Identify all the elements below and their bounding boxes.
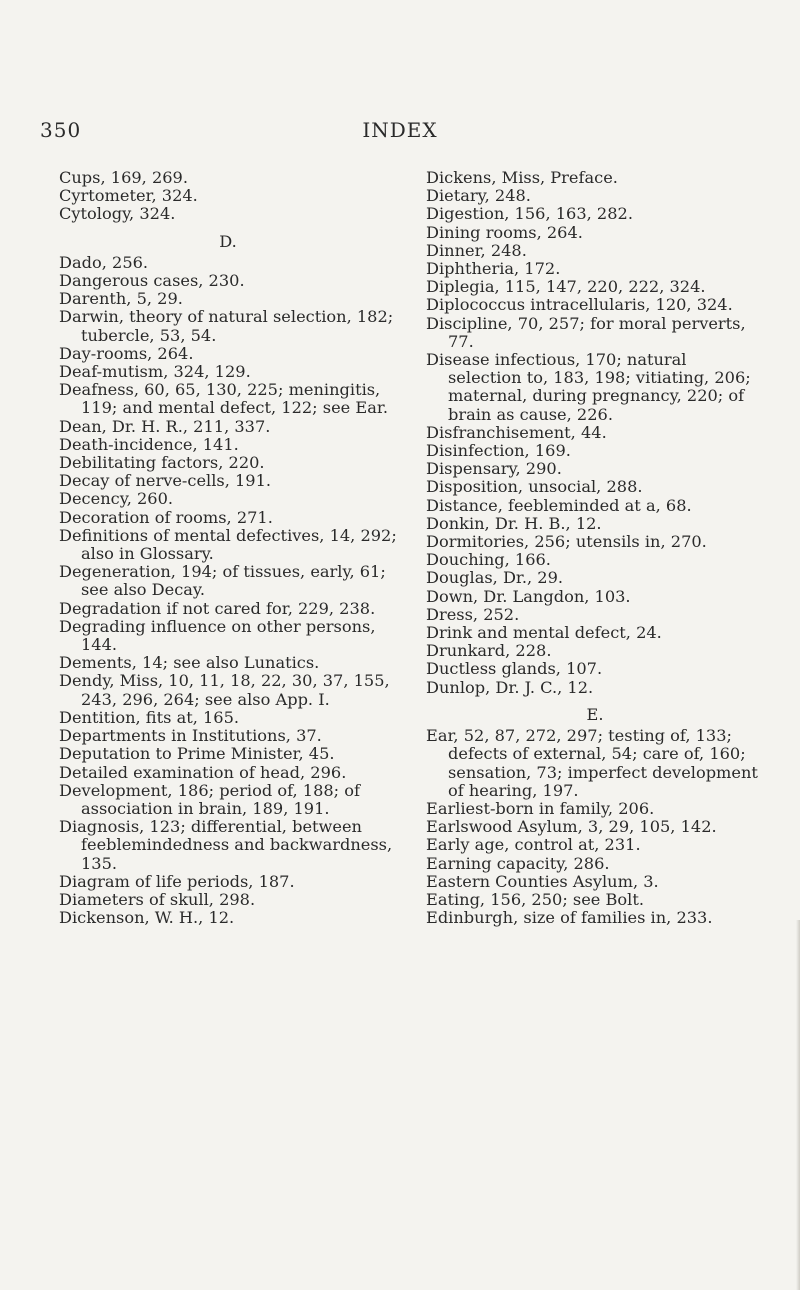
index-entry: Diplococcus intracellularis, 120, 324. — [426, 295, 733, 315]
index-entry: Dormitories, 256; utensils in, 270. — [426, 532, 707, 552]
index-entry: Earliest-born in family, 206. — [426, 798, 655, 818]
index-entry: Deafness, 60, 65, 130, 225; meningitis, 119; and mental defect, 122; see Ear. — [59, 380, 388, 418]
index-entry: Dunlop, Dr. J. C., 12. — [426, 677, 594, 697]
index-entry: Debilitating factors, 220. — [59, 453, 265, 473]
index-entry: Dinner, 248. — [426, 240, 527, 260]
index-entry: Ductless glands, 107. — [426, 659, 603, 679]
index-entry: Cytology, 324. — [59, 204, 176, 224]
index-entry: Detailed examination of head, 296. — [59, 762, 347, 782]
index-entry: Digestion, 156, 163, 282. — [426, 204, 633, 224]
index-entry: Decay of nerve-cells, 191. — [59, 471, 272, 491]
index-entry: Deputation to Prime Minister, 45. — [59, 744, 335, 764]
index-entry: Eastern Counties Asylum, 3. — [426, 871, 659, 891]
index-entry: Degradation if not cared for, 229, 238. — [59, 598, 376, 618]
index-entry: Drink and mental defect, 24. — [426, 623, 662, 643]
index-entry: Decency, 260. — [59, 489, 174, 509]
index-entry: Douching, 166. — [426, 550, 551, 570]
index-entry: Definitions of mental defectives, 14, 292; also in Glossary. — [59, 525, 397, 564]
index-entry: Departments in Institutions, 37. — [59, 726, 322, 746]
index-entry: Discipline, 70, 257; for moral perverts, 77. — [426, 313, 746, 351]
index-entry: Ear, 52, 87, 272, 297; testing of, 133; defects of external, 54; care of, 160; sensation, 73; imperfect development of hearing, 197. — [426, 726, 758, 800]
letter-heading: D. — [219, 231, 237, 251]
index-entry: Donkin, Dr. H. B., 12. — [426, 513, 602, 533]
index-entry: Drunkard, 228. — [426, 641, 552, 661]
index-entry: Diagnosis, 123; differential, between feeblemindedness and backwardness, 135. — [59, 817, 393, 873]
page-title: INDEX — [362, 118, 438, 142]
index-entry: Diphtheria, 172. — [426, 259, 561, 279]
index-entry: Distance, feebleminded at a, 68. — [426, 495, 692, 515]
index-entry: Dangerous cases, 230. — [59, 271, 245, 291]
index-entry: Diameters of skull, 298. — [59, 889, 256, 909]
index-entry: Dining rooms, 264. — [426, 222, 583, 242]
index-entry: Douglas, Dr., 29. — [426, 568, 564, 588]
index-entry: Dentition, fits at, 165. — [59, 707, 240, 727]
index-entry: Disfranchisement, 44. — [426, 422, 607, 442]
index-entry: Dress, 252. — [426, 604, 520, 624]
index-entry: Deaf-mutism, 324, 129. — [59, 362, 251, 382]
index-entry: Dispensary, 290. — [426, 459, 562, 479]
index-entry: Dado, 256. — [59, 252, 149, 272]
index-entry: Death-incidence, 141. — [59, 434, 239, 454]
index-entry: Eating, 156, 250; see Bolt. — [426, 889, 644, 909]
index-entry: Darwin, theory of natural selection, 182; tubercle, 53, 54. — [59, 307, 394, 345]
page-header — [0, 118, 800, 148]
index-entry: Cyrtometer, 324. — [59, 186, 198, 206]
index-entry: Darenth, 5, 29. — [59, 289, 183, 309]
index-entry: Dietary, 248. — [426, 186, 531, 206]
index-entry: Development, 186; period of, 188; of association in brain, 189, 191. — [59, 780, 361, 818]
index-entry: Degeneration, 194; of tissues, early, 61; see also Decay. — [59, 562, 386, 600]
index-entry: Earlswood Asylum, 3, 29, 105, 142. — [426, 817, 717, 837]
index-entry: Disease infectious, 170; natural selection to, 183, 198; vitiating, 206; maternal, during pregnancy, 220; of brain as cause, 226. — [426, 350, 751, 424]
index-entry: Dickens, Miss, Preface. — [426, 168, 618, 187]
index-entry: Early age, control at, 231. — [426, 835, 641, 855]
index-entry: Dean, Dr. H. R., 211, 337. — [59, 416, 271, 436]
index-entry: Decoration of rooms, 271. — [59, 507, 273, 527]
index-entry: Down, Dr. Langdon, 103. — [426, 586, 631, 606]
index-column-right — [426, 169, 764, 927]
page-edge-shadow — [796, 920, 800, 1290]
index-entry: Disposition, unsocial, 288. — [426, 477, 643, 497]
index-column-left — [59, 169, 397, 927]
index-entry: Diplegia, 115, 147, 220, 222, 324. — [426, 277, 706, 297]
letter-heading: E. — [586, 704, 604, 724]
index-entry: Earning capacity, 286. — [426, 853, 610, 873]
index-entry: Degrading influence on other persons, 144. — [59, 616, 376, 655]
index-entry: Cups, 169, 269. — [59, 168, 189, 187]
index-entry: Dendy, Miss, 10, 11, 18, 22, 30, 37, 155, 243, 296, 264; see also App. I. — [59, 671, 390, 709]
index-entry: Diagram of life periods, 187. — [59, 871, 295, 891]
index-entry: Dickenson, W. H., 12. — [59, 908, 235, 928]
index-entry: Dements, 14; see also Lunatics. — [59, 653, 320, 673]
index-entry: Day-rooms, 264. — [59, 343, 194, 363]
page-number: 350 — [40, 118, 82, 142]
index-entry: Disinfection, 169. — [426, 441, 571, 461]
index-entry: Edinburgh, size of families in, 233. — [426, 908, 713, 928]
